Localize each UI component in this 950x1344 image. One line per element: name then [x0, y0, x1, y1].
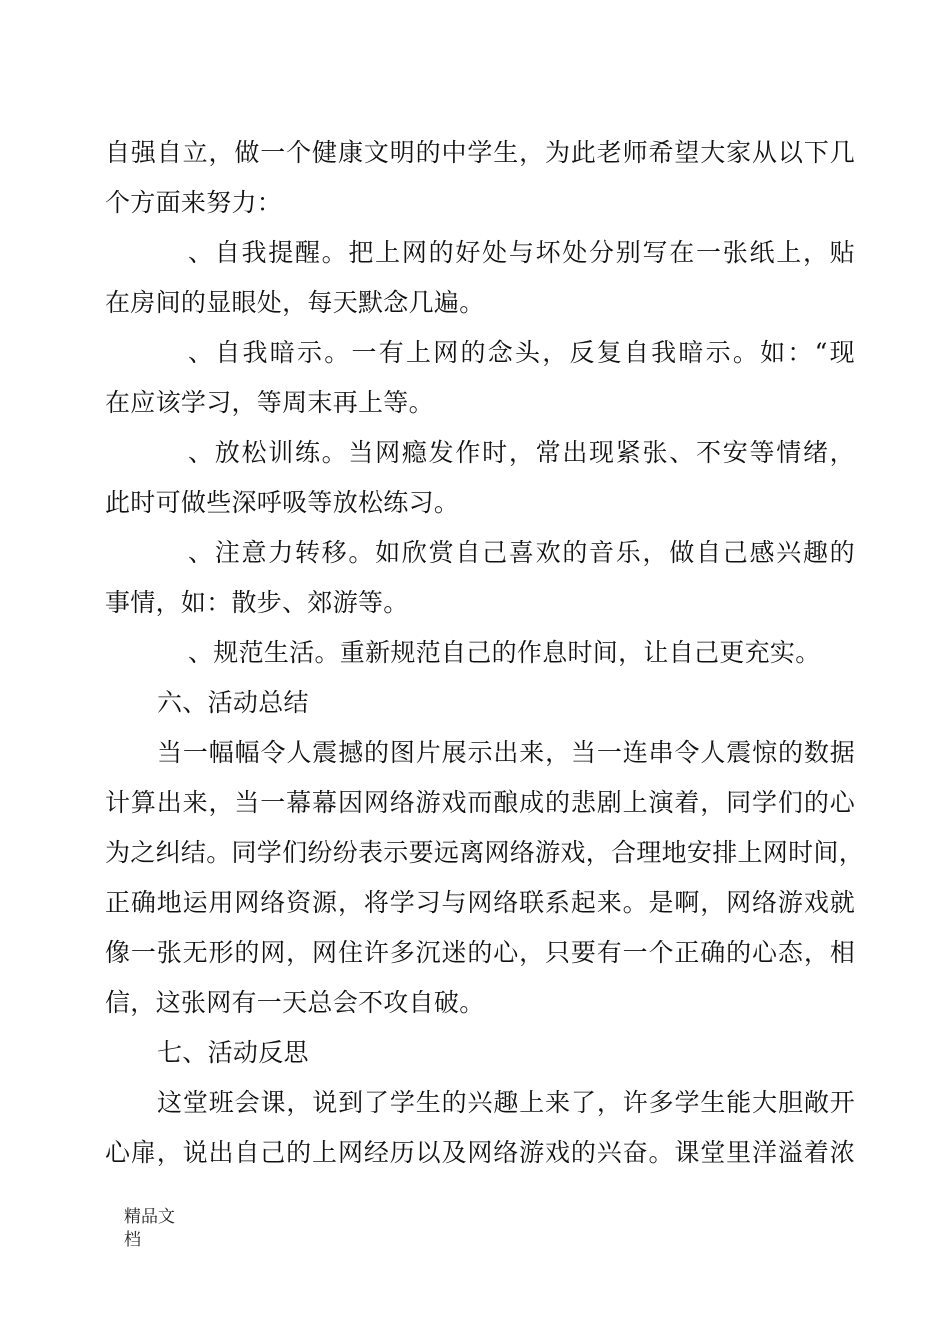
- body-line: 当一幅幅令人震撼的图片展示出来，当一连串令人震惊的数据: [157, 738, 855, 767]
- list-item-regulate-life: 、规范生活。重新规范自己的作息时间，让自己更充实。: [188, 638, 821, 667]
- body-line: 心扉，说出自己的上网经历以及网络游戏的兴奋。课堂里洋溢着浓: [105, 1138, 855, 1167]
- list-item-relaxation: 、放松训练。当网瘾发作时，常出现紧张、不安等情绪，: [188, 438, 855, 467]
- body-line: 在房间的显眼处，每天默念几遍。: [105, 288, 485, 317]
- page-footer: [124, 1206, 175, 1252]
- body-line: 为之纠结。同学们纷纷表示要远离网络游戏，合理地安排上网时间，: [105, 838, 865, 867]
- footer-line: 档: [124, 1230, 141, 1250]
- body-line: 此时可做些深呼吸等放松练习。: [105, 488, 460, 517]
- footer-line: 精品文: [124, 1207, 175, 1227]
- section-heading-summary: 六、活动总结: [157, 688, 309, 717]
- body-line: 像一张无形的网，网住许多沉迷的心，只要有一个正确的心态，相: [105, 938, 855, 967]
- list-item-self-reminder: 、自我提醒。把上网的好处与坏处分别写在一张纸上，贴: [188, 238, 855, 267]
- body-line: 自强自立，做一个健康文明的中学生，为此老师希望大家从以下几: [105, 138, 855, 167]
- body-line: 计算出来，当一幕幕因网络游戏而酿成的悲剧上演着，同学们的心: [105, 788, 855, 817]
- body-line: 个方面来努力：: [105, 188, 283, 217]
- section-heading-reflection: 七、活动反思: [157, 1038, 309, 1067]
- body-line: 这堂班会课，说到了学生的兴趣上来了，许多学生能大胆敞开: [157, 1088, 855, 1117]
- body-line: 事情，如：散步、郊游等。: [105, 588, 409, 617]
- body-line: 正确地运用网络资源，将学习与网络联系起来。是啊，网络游戏就: [105, 888, 855, 917]
- body-line: 在应该学习，等周末再上等。: [105, 388, 434, 417]
- body-line: 信，这张网有一天总会不攻自破。: [105, 988, 485, 1017]
- list-item-self-suggestion: 、自我暗示。一有上网的念头，反复自我暗示。如：“现: [188, 338, 855, 367]
- list-item-attention-shift: 、注意力转移。如欣赏自己喜欢的音乐，做自己感兴趣的: [188, 538, 855, 567]
- document-body: [105, 128, 865, 1178]
